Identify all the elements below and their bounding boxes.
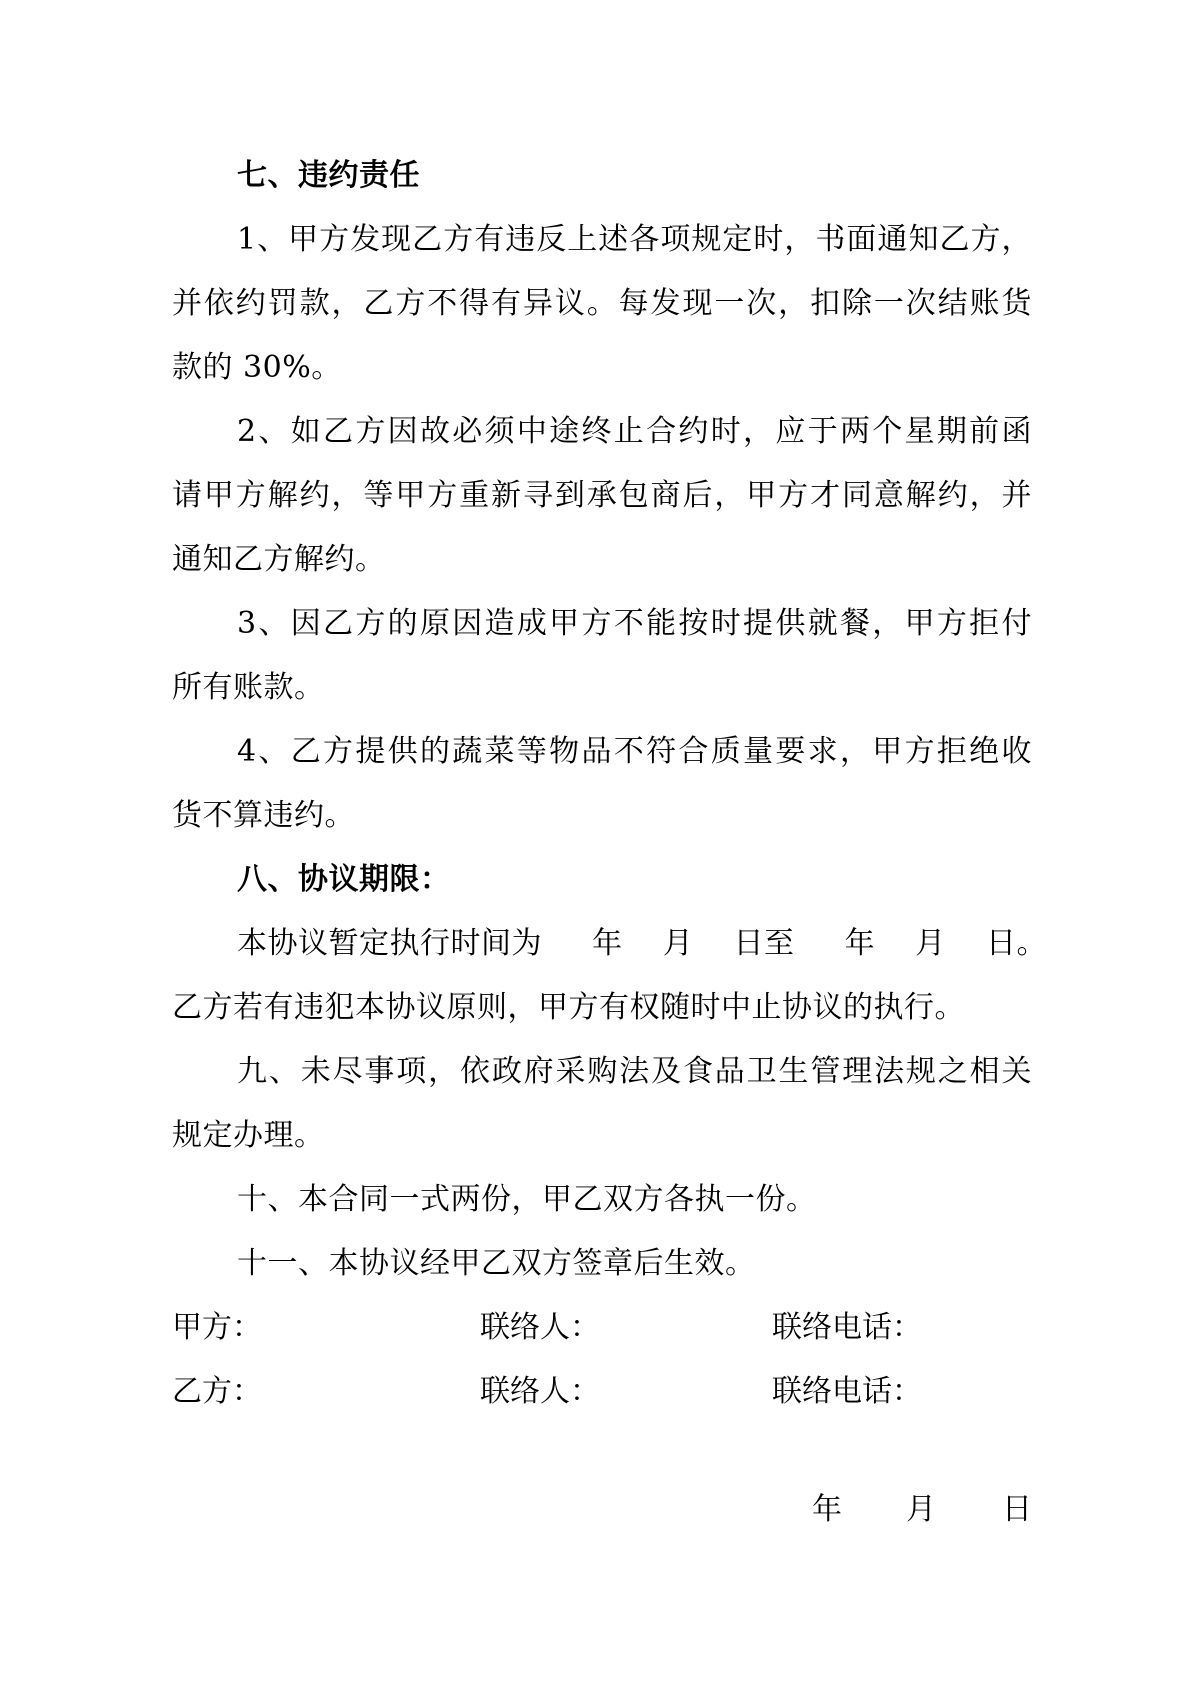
section-7-item-2-line-2: 请甲方解约，等甲方重新寻到承包商后，甲方才同意解约，并 — [172, 478, 1032, 513]
party-b-contact-label: 联络人： — [480, 1374, 600, 1409]
section-8-heading: 八、协议期限： — [237, 862, 451, 897]
section-7-heading: 七、违约责任 — [237, 158, 420, 193]
section-8-line-1: 本协议暂定执行时间为 年 月 日至 年 月 日。 — [237, 926, 1047, 961]
section-7-item-1-line-1: 1、甲方发现乙方有违反上述各项规定时，书面通知乙方， — [237, 222, 1032, 257]
party-a-phone-label: 联络电话： — [772, 1310, 922, 1345]
date-month-label: 月 — [906, 1492, 936, 1527]
date-year-label: 年 — [812, 1492, 842, 1527]
party-a-contact-label: 联络人： — [480, 1310, 600, 1345]
section-8-line-2: 乙方若有违犯本协议原则，甲方有权随时中止协议的执行。 — [172, 990, 965, 1025]
section-11-text: 十一、本协议经甲乙双方签章后生效。 — [237, 1246, 756, 1281]
section-7-item-2-line-1: 2、如乙方因故必须中途终止合约时，应于两个星期前函 — [237, 414, 1032, 449]
section-7-item-4-line-1: 4、乙方提供的蔬菜等物品不符合质量要求，甲方拒绝收 — [237, 734, 1032, 769]
section-7-item-1-line-3: 款的 30%。 — [172, 350, 342, 385]
section-7-item-4-line-2: 货不算违约。 — [172, 798, 355, 833]
section-7-item-3-line-1: 3、因乙方的原因造成甲方不能按时提供就餐，甲方拒付 — [237, 606, 1032, 641]
section-10-text: 十、本合同一式两份，甲乙双方各执一份。 — [237, 1182, 817, 1217]
date-day-label: 日 — [1002, 1492, 1032, 1527]
section-9-line-1: 九、未尽事项，依政府采购法及食品卫生管理法规之相关 — [237, 1054, 1032, 1089]
section-7-item-2-line-3: 通知乙方解约。 — [172, 542, 386, 577]
section-7-item-3-line-2: 所有账款。 — [172, 670, 325, 705]
section-7-item-1-line-2: 并依约罚款，乙方不得有异议。每发现一次，扣除一次结账货 — [172, 286, 1032, 321]
party-b-label: 乙方： — [172, 1374, 262, 1409]
party-a-label: 甲方： — [172, 1310, 262, 1345]
section-9-line-2: 规定办理。 — [172, 1118, 325, 1153]
party-b-phone-label: 联络电话： — [772, 1374, 922, 1409]
